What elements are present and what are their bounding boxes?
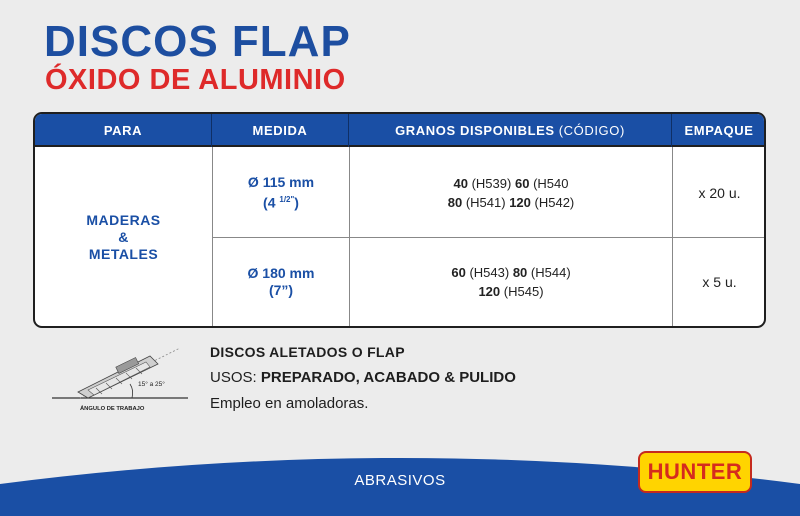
footer-category-label: ABRASIVOS [354, 472, 446, 489]
empaque-value: x 20 u. [698, 185, 741, 201]
grit-code: (H539) [471, 176, 512, 191]
logo-text: HUNTER [647, 459, 743, 484]
grit-value: 60 [451, 265, 466, 280]
product-table [33, 112, 766, 328]
medida-inches-open: (4 [263, 194, 280, 211]
info-title: DISCOS ALETADOS O FLAP [210, 344, 405, 360]
table-row-2-medida [213, 238, 349, 326]
grit-code: (H544) [530, 265, 571, 280]
medida-inches-fraction: 1/2" [279, 195, 295, 205]
granos-line [451, 263, 570, 282]
granos-line [478, 282, 543, 301]
header-medida-label: MEDIDA [252, 123, 308, 138]
angle-range-label: 15° a 25° [138, 381, 165, 388]
info-empleo: Empleo en amoladoras. [210, 395, 369, 412]
working-angle-caption: ÁNGULO DE TRABAJO [80, 406, 145, 412]
table-row-1-granos [350, 149, 672, 237]
page-title: DISCOS FLAP [44, 17, 351, 66]
header-granos-label: GRANOS DISPONIBLES [395, 123, 555, 138]
medida-inches [263, 191, 299, 212]
grit-value: 120 [509, 195, 531, 210]
grit-value: 120 [478, 284, 501, 299]
grit-value: 80 [447, 195, 463, 210]
usos-value: PREPARADO, ACABADO & PULIDO [260, 369, 516, 386]
flap-disc-icon [78, 356, 158, 398]
page-subtitle: ÓXIDO DE ALUMINIO [45, 64, 346, 96]
grit-value: 80 [512, 265, 528, 280]
medida-inches-close: ) [294, 194, 299, 211]
medida-inches: (7”) [268, 282, 294, 298]
granos-line [448, 193, 575, 212]
header-granos [349, 114, 672, 147]
header-medida [212, 114, 349, 147]
para-cell [35, 149, 212, 326]
para-line-2: & [118, 229, 129, 245]
empaque-value: x 5 u. [702, 274, 737, 290]
medida-diameter: Ø 115 mm [247, 174, 315, 191]
info-usos [210, 369, 516, 386]
table-header [35, 114, 764, 147]
grit-code: (H545) [503, 284, 544, 299]
para-line-1: MADERAS [86, 212, 161, 228]
grit-code: (H540 [533, 176, 569, 191]
header-empaque-label: EMPAQUE [684, 123, 754, 138]
grit-code: (H542) [534, 195, 575, 210]
header-empaque [672, 114, 766, 147]
grit-code: (H541) [465, 195, 506, 210]
grit-code: (H543) [469, 265, 510, 280]
grit-value: 40 [453, 176, 468, 191]
header-granos-code-label: (CÓDIGO) [558, 123, 625, 138]
header-para-label: PARA [103, 123, 143, 138]
grit-value: 60 [514, 176, 530, 191]
working-angle-diagram [50, 340, 190, 420]
para-line-3: METALES [88, 246, 159, 262]
hunter-logo [638, 451, 752, 493]
table-row-2-empaque [673, 238, 766, 326]
table-row-2-granos [350, 238, 672, 326]
angle-arc [130, 384, 133, 398]
header-para [35, 114, 212, 147]
medida-diameter: Ø 180 mm [247, 265, 315, 281]
table-row-1-empaque [673, 149, 766, 237]
granos-line [454, 174, 569, 193]
table-row-1-medida [213, 149, 349, 237]
usos-label: USOS: [210, 369, 257, 386]
